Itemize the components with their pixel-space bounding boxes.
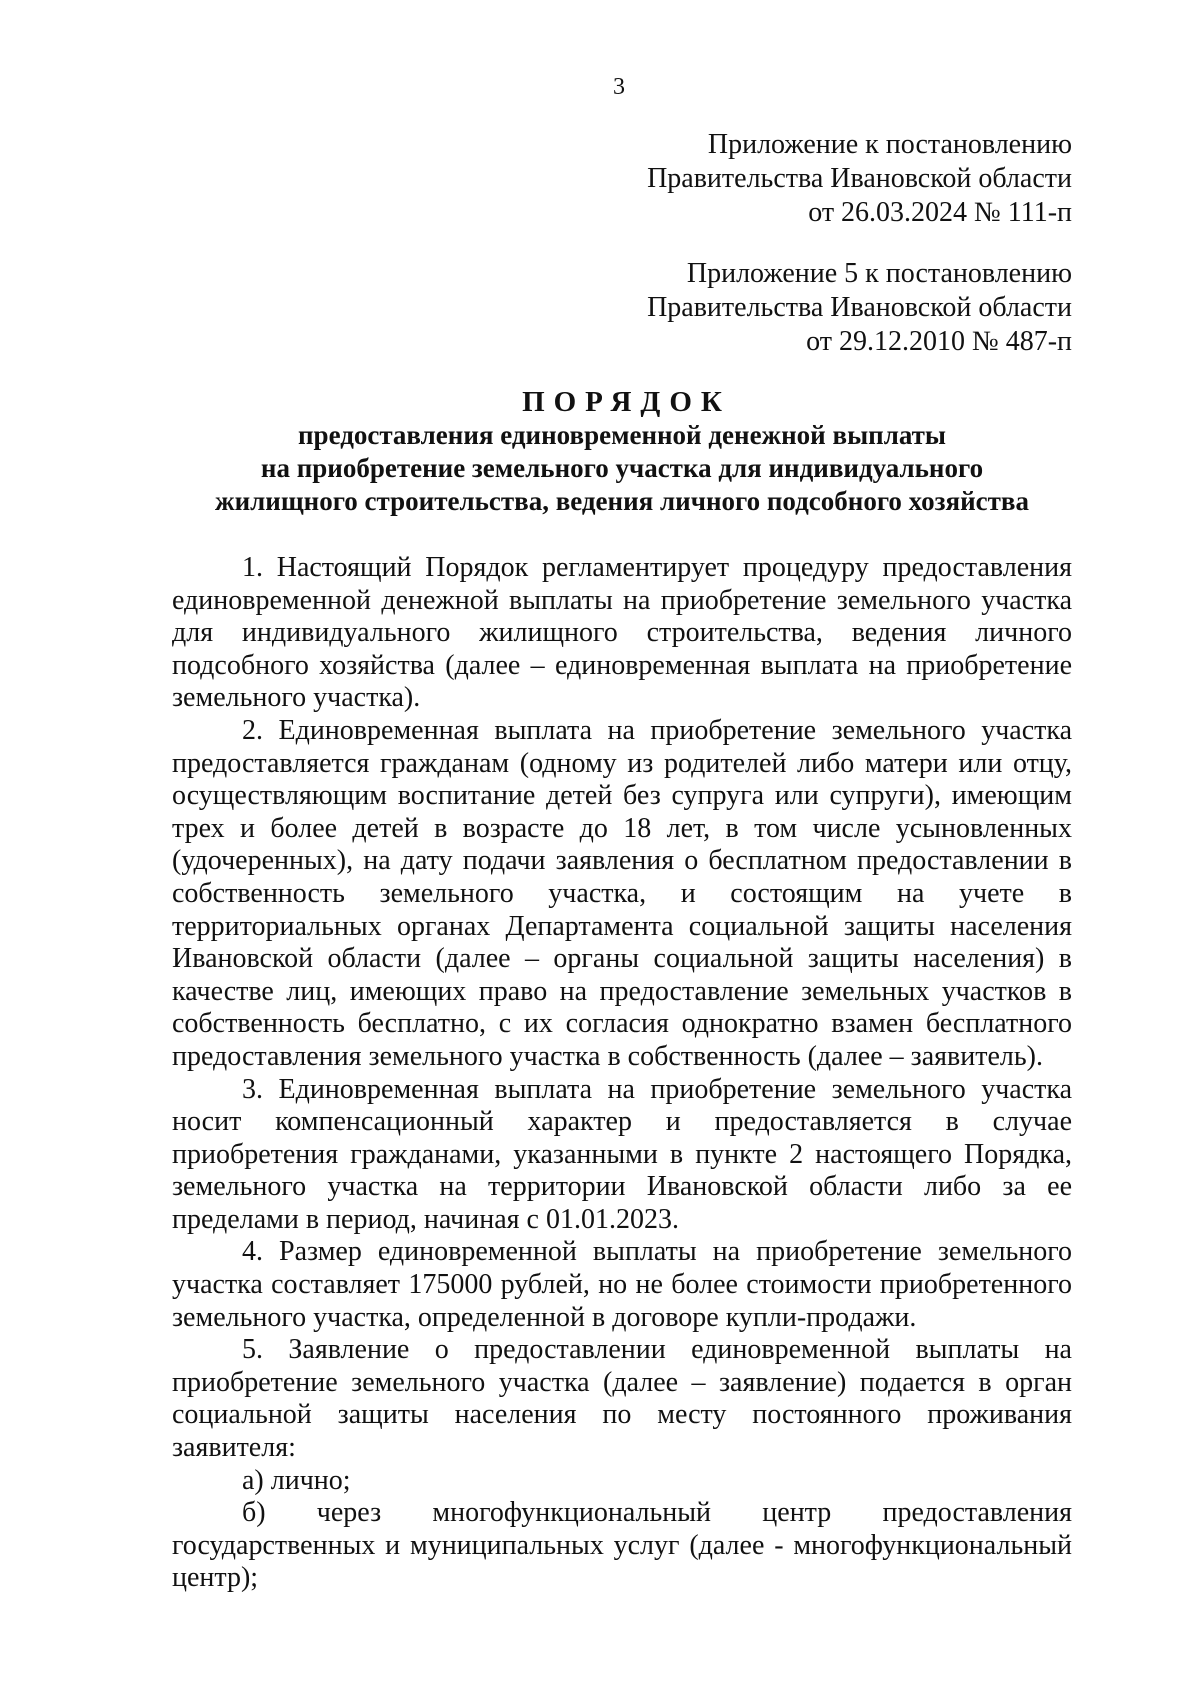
document-subtitle-line: предоставления единовременной денежной выплаты [298,420,946,450]
page-number: 3 [613,74,625,100]
paragraph-4: 4. Размер единовременной выплаты на приобретение земельного участка составляет 175000 рублей, но не более стоимости приобретенного земельного участка, определенной в договоре купли-продажи. [172,1236,1072,1333]
appendix-reference-current [647,128,1072,230]
appendix-line: от 26.03.2024 № 111-п [808,197,1072,228]
document-heading [172,385,1072,518]
paragraph-5-item-a: а) лично; [242,1464,351,1496]
appendix-line: Правительства Ивановской области [647,292,1072,323]
paragraph-5: 5. Заявление о предоставлении единовременной выплаты на приобретение земельного участка (далее – заявление) подается в орган социальной защиты населения по месту постоянного проживания заявителя: [172,1334,1072,1464]
appendix-line: Правительства Ивановской области [647,163,1072,194]
appendix-line: Приложение 5 к постановлению [686,258,1072,289]
document-subtitle-line: жилищного строительства, ведения личного подсобного хозяйства [215,486,1029,516]
document-body [172,552,1072,1595]
paragraph-2: 2. Единовременная выплата на приобретение земельного участка предоставляется гражданам (одному из родителей либо матери или отцу, осуществляющим воспитание детей без супруга или супруги), имеющим трех и более детей в возрасте до 18 лет, в том числе усыновленных (удочеренных), на дату подачи заявления о бесплатном предоставлении в собственность земельного участка, и состоящим на учете в территориальных органах Департамента социальной защиты населения Ивановской области (далее – органы социальной защиты населения) в качестве лиц, имеющих право на предоставление земельных участков в собственность бесплатно, с их согласия однократно взамен бесплатного предоставления земельного участка в собственность (далее – заявитель). [172,714,1072,1072]
document-title: ПОРЯДОК [522,386,731,418]
appendix-line: Приложение к постановлению [707,129,1072,160]
paragraph-1: 1. Настоящий Порядок регламентирует процедуру предоставления единовременной денежной выплаты на приобретение земельного участка для индивидуального жилищного строительства, ведения личного подсобного хозяйства (далее – единовременная выплата на приобретение земельного участка). [172,552,1072,714]
appendix-line: от 29.12.2010 № 487-п [806,326,1072,357]
paragraph-5-item-b: б) через многофункциональный центр предоставления государственных и муниципальных услуг (далее - многофункциональный центр); [172,1497,1072,1594]
paragraph-3: 3. Единовременная выплата на приобретение земельного участка носит компенсационный характер и предоставляется в случае приобретения гражданами, указанными в пункте 2 настоящего Порядка, земельного участка на территории Ивановской области либо за ее пределами в период, начиная с 01.01.2023. [172,1073,1072,1235]
document-subtitle-line: на приобретение земельного участка для индивидуального [260,453,984,483]
appendix-reference-original [647,257,1072,359]
